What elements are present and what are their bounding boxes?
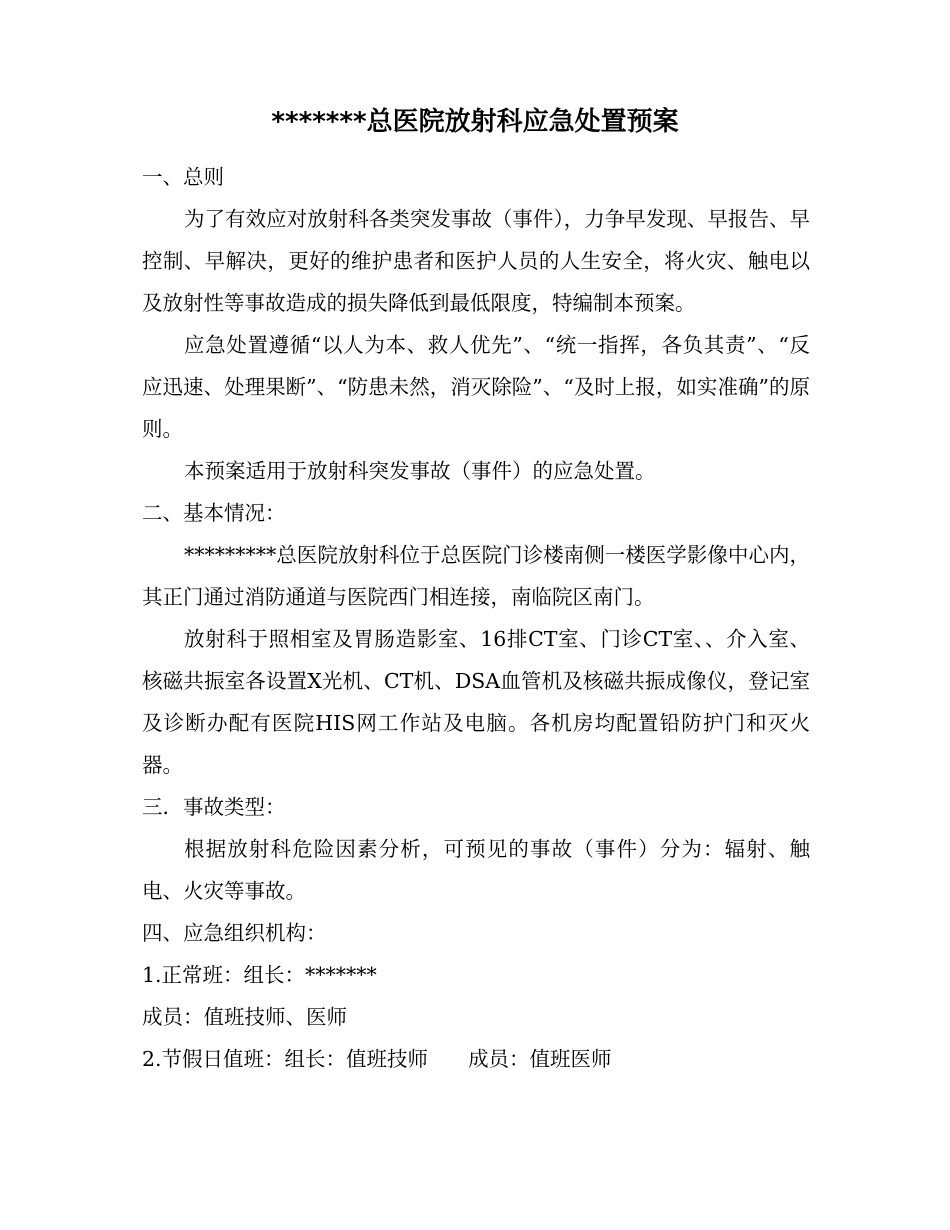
paragraph-principles: 应急处置遵循“以人为本、救人优先”、“统一指挥，各负其责”、“反应迅速、处理果断”、“防患未然，消灭除险”、“及时上报，如实准确”的原则。: [142, 333, 810, 441]
section-heading-accident-types: 三．事故类型：: [142, 795, 286, 819]
paragraph-scope: 本预案适用于放射科突发事故（事件）的应急处置。: [184, 459, 656, 483]
holiday-shift-members: 成员：值班医师: [468, 1047, 612, 1071]
paragraph-location: *********总医院放射科位于总医院门诊楼南侧一楼医学影像中心内，其正门通过消防通道与医院西门相连接，南临院区南门。: [142, 543, 810, 609]
list-item-regular-shift-members: 成员：值班技师、医师: [142, 1005, 347, 1029]
paragraph-equipment: 放射科于照相室及胃肠造影室、16排CT室、门诊CT室、、介入室、核磁共振室各设置X光机、CT机、DSA血管机及核磁共振成像仪，登记室及诊断办配有医院HIS网工作站及电脑。各机房均配置铅防护门和灭火器。: [142, 627, 810, 777]
document-title: *******总医院放射科应急处置预案: [271, 107, 679, 137]
paragraph-accident-analysis: 根据放射科危险因素分析，可预见的事故（事件）分为：辐射、触电、火灾等事故。: [142, 837, 810, 903]
section-heading-organization: 四、应急组织机构：: [142, 921, 327, 945]
paragraph-purpose: 为了有效应对放射科各类突发事故（事件），力争早发现、早报告、早控制、早解决，更好的维护患者和医护人员的人生安全，将火灾、触电以及放射性等事故造成的损失降低到最低限度，特编制本预案。: [142, 207, 810, 315]
list-item-holiday-shift: [142, 1038, 810, 1080]
section-heading-general: 一、总则: [142, 165, 224, 189]
holiday-shift-label: 2.节假日值班：组长：值班技师: [142, 1047, 429, 1071]
document-body: [142, 156, 810, 1080]
list-item-regular-shift: 1.正常班：组长：*******: [142, 963, 377, 987]
section-heading-basic-info: 二、基本情况：: [142, 501, 286, 525]
